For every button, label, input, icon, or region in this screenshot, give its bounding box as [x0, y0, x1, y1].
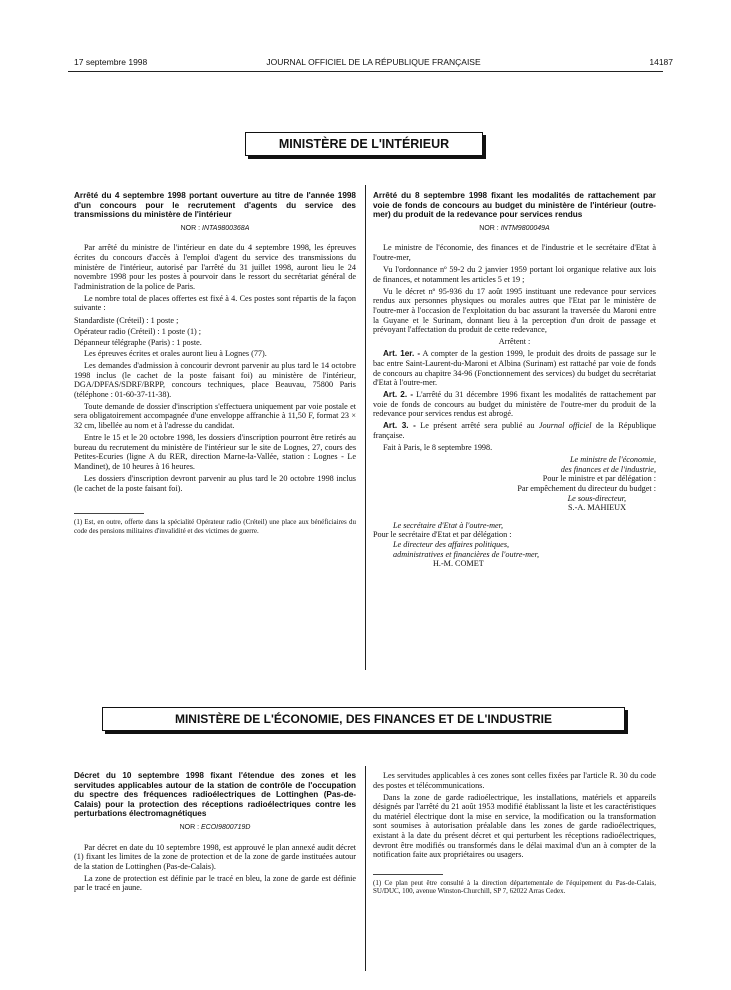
paragraph: Toute demande de dossier d'inscription s'effectuera uniquement par voie postale et sera obligatoirement accompagnée d'une enveloppe affranchie à 11,50 F, format 23 × 32 cm, libellée au nom et à l'adresse du candidat.	[74, 401, 356, 430]
nor-reference: NOR : INTM9800049A	[479, 224, 550, 232]
paragraph: Les demandes d'admission à concourir devront parvenir au plus tard le 14 octobre 1998 inclus (le cachet de la poste faisant foi) au ministère de l'intérieur, DGA/DPFAS/SDRF/BRPP, concours techniques, place Beauvau, 75800 Paris (téléphone : 01-60-37-11-38).	[74, 360, 356, 399]
paragraph: Les épreuves écrites et orales auront lieu à Lognes (77).	[84, 348, 267, 358]
journal-title: JOURNAL OFFICIEL DE LA RÉPUBLIQUE FRANÇAISE	[266, 57, 481, 67]
nor-reference: NOR : INTA9800368A	[180, 224, 250, 232]
footnote: (1) Ce plan peut être consulté à la direction départementale de l'équipement du Pas-de-Calais, SU/DUC, 100, avenue Winston-Churchill, SP 7, 62022 Arras Cedex.	[373, 878, 656, 896]
article-interior-left	[74, 191, 356, 537]
article-title: Décret du 10 septembre 1998 fixant l'étendue des zones et les servitudes applicables autour de la station de contrôle de l'occupation du spectre des fréquences radioélectriques de Lottinghen (Pas-de-Calais) pour la protection des réceptions radioélectriques contre les perturbations électromagnétiques	[74, 771, 356, 819]
paragraph: Vu l'ordonnance nº 59-2 du 2 janvier 1959 portant loi organique relative aux lois de finances, et notamment les articles 5 et 19 ;	[373, 265, 656, 284]
column-rule	[365, 766, 366, 971]
paragraph: Vu le décret nº 95-936 du 17 août 1995 instituant une redevance pour services rendus aux personnes physiques ou morales autres que l'Etat par le ministère de l'outre-mer à l'occasion de l'exploitation du bac assurant la traversée du Maroni entre la Guyane et le Surinam, donnant lieu à la perception d'un droit de passage et prévoyant l'affectation du produit de cette redevance,	[373, 286, 656, 335]
article-economy-right	[373, 771, 656, 898]
arretent: Arrêtent :	[498, 337, 531, 347]
paragraph: Par arrêté du ministre de l'intérieur en date du 4 septembre 1998, les épreuves écrites du concours d'accès à l'emploi d'agent du service des transmissions du ministère de l'intérieur, autorisé par l'arrêté du 31 juillet 1998, auront lieu le 24 novembre 1998 pour les postes à pourvoir dans le ressort du secrétariat général de l'administration de la police de Paris.	[74, 243, 356, 291]
footnote-rule	[373, 874, 443, 875]
paragraph: La zone de protection est définie par le tracé en bleu, la zone de garde est définie par le tracé en jaune.	[74, 873, 356, 893]
paragraph: Le ministre de l'économie, des finances et de l'industrie et le secrétaire d'Etat à l'outre-mer,	[373, 243, 656, 262]
article-interior-right	[373, 191, 656, 569]
list-item: Dépanneur télégraphe (Paris) : 1 poste.	[74, 337, 202, 347]
header-date: 17 septembre 1998	[74, 57, 148, 67]
list-item: Standardiste (Créteil) : 1 poste ;	[74, 315, 179, 325]
article-3: Art. 3. - Le présent arrêté sera publié au Journal officiel de la République française.	[373, 421, 657, 441]
paragraph: Le nombre total de places offertes est fixé à 4. Ces postes sont répartis de la façon suivante :	[74, 293, 356, 313]
article-2: Art. 2. - L'arrêté du 31 décembre 1996 fixant les modalités de rattachement par voie de fonds de concours au budget du ministère de l'outre-mer du produit de la redevance pour services rendus est abrogé.	[373, 390, 656, 419]
paragraph: Par décret en date du 10 septembre 1998, est approuvé le plan annexé audit décret (1) fixant les limites de la zone de protection et de la zone de garde instituées autour de la station de Lottinghen (Pas-de-Calais).	[74, 842, 356, 871]
article-title: Arrêté du 8 septembre 1998 fixant les modalités de rattachement par voie de fonds de concours au budget du ministère de l'intérieur (outre-mer) du produit de la redevance pour services rendus	[373, 191, 656, 220]
footnote: (1) Est, en outre, offerte dans la spécialité Opérateur radio (Créteil) une place aux bénéficiaires du code des pensions militaires d'invalidité et des victimes de guerre.	[74, 518, 356, 535]
paragraph: Dans la zone de garde radioélectrique, les installations, matériels et appareils désignés par l'arrêté du 21 août 1953 modifié établissant la liste et les caractéristiques du matériel électrique dont la mise en service, la modification ou la transformation sont soumises à autorisation préalable dans les zones de garde radioélectriques, existant à la date du présent décret et qui perturbent les réceptions radioélectriques, devront être modifiés ou transformés dans le délai maximal d'un an à compter de la notification faite aux propriétaires ou usagers.	[373, 792, 656, 860]
paragraph: Les servitudes applicables à ces zones sont celles fixées par l'article R. 30 du code des postes et télécommunications.	[373, 771, 656, 790]
page-header	[74, 57, 673, 71]
page-number: 14187	[649, 57, 673, 67]
paragraph: Entre le 15 et le 20 octobre 1998, les dossiers d'inscription pourront être retirés au bureau du recrutement du ministère de l'intérieur sur le site de Lognes, 27, cours des Petites-Ecuries (ligne A du RER, direction Marne-la-Vallée, station : Lognes - Le Mandinet), de 10 heures à 16 heures.	[74, 433, 356, 471]
column-rule	[365, 185, 366, 670]
ministry-heading-economy: MINISTÈRE DE L'ÉCONOMIE, DES FINANCES ET DE L'INDUSTRIE	[102, 707, 625, 731]
signature-block-secretary: Le secrétaire d'Etat à l'outre-mer, Pour le secrétaire d'Etat et par délégation : Le directeur des affaires politiques, administratives et financières de l'outre-mer, H.-M. COMET	[373, 520, 539, 569]
header-rule	[68, 71, 663, 72]
article-title: Arrêté du 4 septembre 1998 portant ouverture au titre de l'année 1998 d'un concours pour le recrutement d'agents du service des transmissions du ministère de l'intérieur	[74, 191, 356, 220]
list-item: Opérateur radio (Créteil) : 1 poste (1) ;	[74, 326, 202, 336]
article-economy-left	[74, 771, 356, 896]
footnote-rule	[74, 513, 144, 514]
post-list	[74, 316, 356, 348]
article-1: Art. 1er. - A compter de la gestion 1999, le produit des droits de passage sur le bac entre Saint-Laurent-du-Maroni et Albina (Surinam) est rattaché par voie de fonds de concours au chapitre 34-96 (Fonctionnement des services) du budget du secrétariat d'Etat à l'outre-mer.	[373, 349, 656, 388]
ministry-heading-interior: MINISTÈRE DE L'INTÉRIEUR	[245, 132, 483, 156]
signature-place-date: Fait à Paris, le 8 septembre 1998.	[383, 443, 493, 453]
nor-reference: NOR : ECOI9800719D	[179, 823, 251, 831]
signature-block-minister: Le ministre de l'économie, des finances et de l'industrie, Pour le ministre et par délégation : Par empêchement du directeur du budget : Le sous-directeur, S.-A. MAHIEUX	[517, 455, 656, 513]
paragraph: Les dossiers d'inscription devront parvenir au plus tard le 20 octobre 1998 inclus (le cachet de la poste faisant foi).	[74, 473, 356, 493]
